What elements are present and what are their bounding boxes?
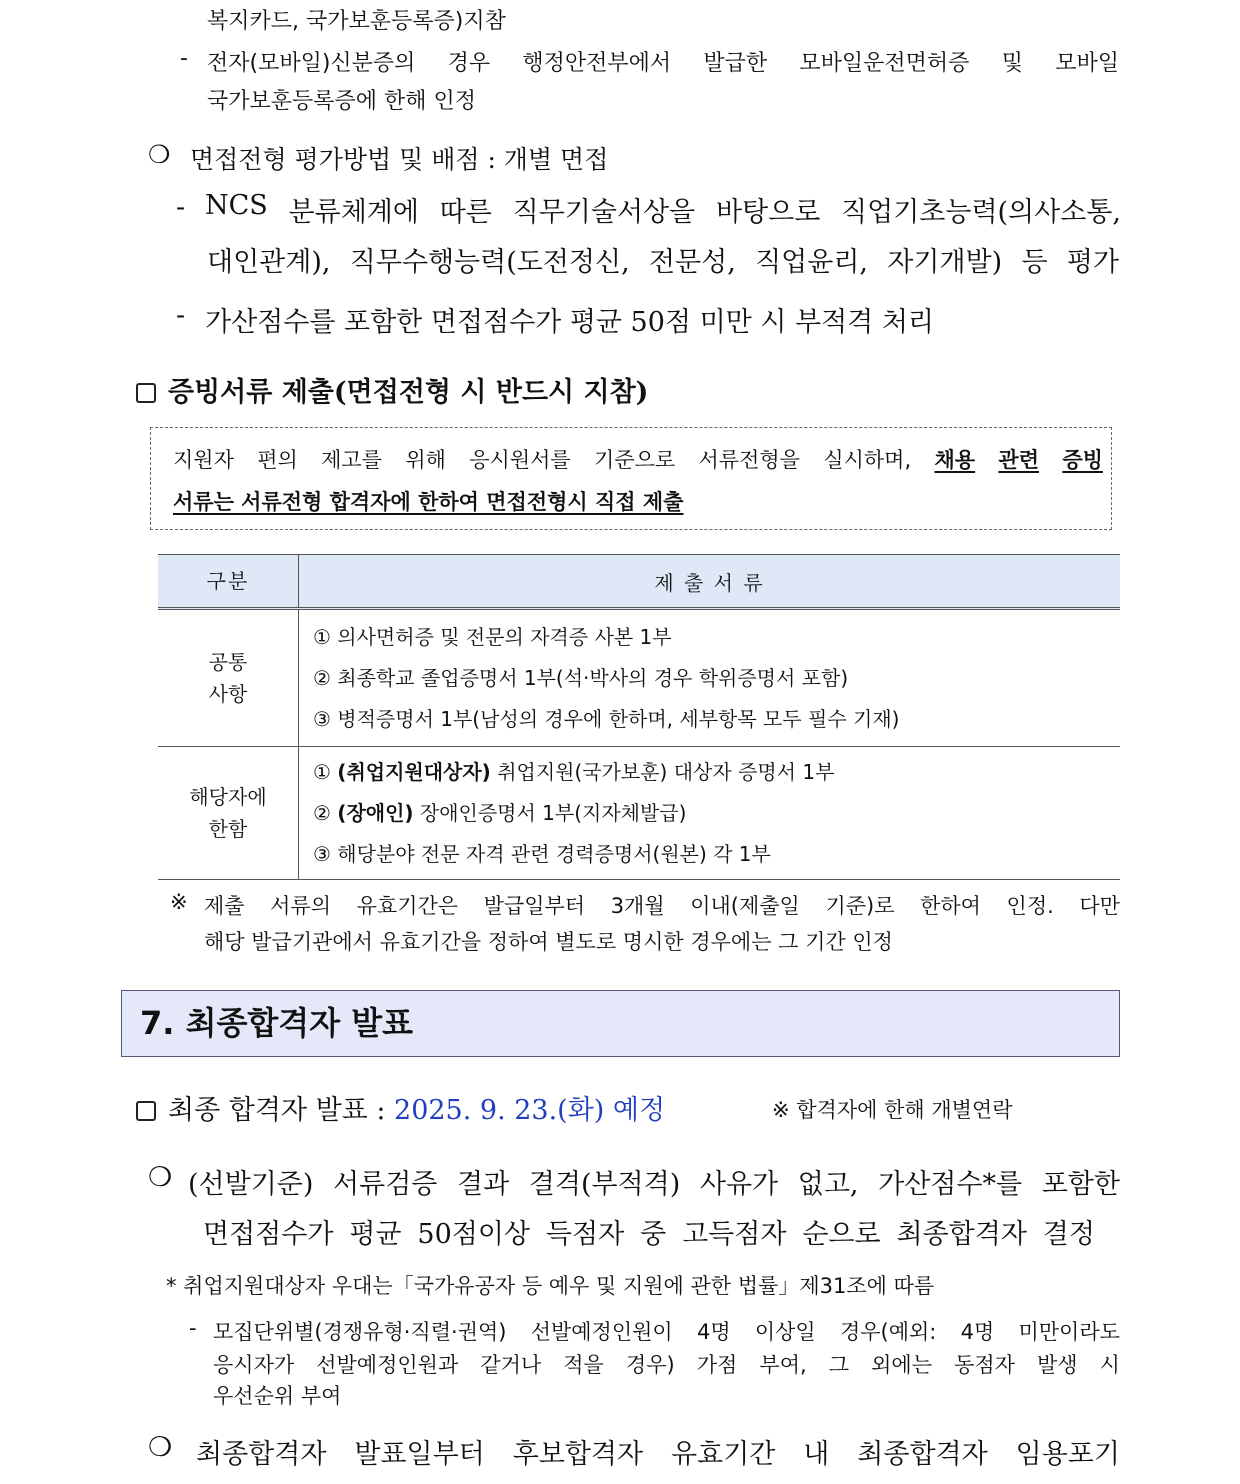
word: 득점자 [545,1219,625,1250]
notice-line2: 서류는 서류전형 합격자에 한하여 면접전형시 직접 제출 [173,490,684,514]
word: 없고, [797,1169,859,1200]
dash-marker: - [189,1316,197,1340]
word: 선발예정인원이 [530,1320,673,1344]
word: 직업윤리, [755,247,868,278]
word: 적을 [563,1353,604,1377]
item-target: (취업지원대상자) [337,759,491,784]
tiebreak-line3: 우선순위 부여 [213,1384,342,1408]
word: 4명 [696,1320,731,1344]
word: 모바일 [1055,51,1119,76]
interview-heading: 면접전형 평가방법 및 배점 : 개별 면접 [190,145,609,174]
word: 가산점수*를 [878,1169,1023,1200]
word: 제출 [204,894,245,918]
word: 따른 [439,197,492,228]
interview-item2: 가산점수를 포함한 면접점수가 평균 50점 미만 시 부적격 처리 [205,307,934,338]
checkbox-square-icon [136,383,156,403]
word: 가점 [696,1353,738,1377]
category-label: 사항 [208,682,248,706]
interview-item1-line2 [207,240,1119,279]
documents-notice-box [150,427,1112,530]
word: 전문성, [648,247,736,278]
word: 분류체계에 [288,197,419,228]
word: 내 [803,1439,830,1470]
word: 이내(제출일 [690,894,800,918]
word: 시 [1099,1353,1120,1377]
reference-mark: ※ [170,890,188,914]
documents-heading-text: 증빙서류 제출(면접전형 시 반드시 지참) [168,377,649,408]
bullet-circle: ❍ [148,1162,173,1193]
word: 경우(예외: [839,1320,937,1344]
mobile-id-line-cont: 국가보훈등록증에 한해 인정 [207,89,477,114]
table-row [158,609,1120,747]
word: 제고를 [321,448,382,472]
word: 한하여 [920,894,981,918]
word: 발표일부터 [354,1439,485,1470]
mobile-id-line [207,46,1119,77]
word: 발생 [1037,1353,1078,1377]
word: 편의 [257,448,298,472]
tiebreak-line2 [213,1349,1120,1379]
category-cell [158,609,299,747]
bullet-circle: ❍ [148,1432,173,1463]
document-item: ③ 병적증명서 1부(남성의 경우에 한하며, 세부항목 모두 필수 기재) [313,706,900,731]
word: 최종합격자 [196,1439,327,1470]
checkbox-square-icon [136,1101,156,1121]
word: (선발기준) [188,1169,314,1200]
dash-marker: - [176,192,186,223]
word: 행정안전부에서 [522,51,672,76]
notice-line1 [173,444,1103,474]
item-text: 장애인증명서 1부(지자체발급) [419,800,687,825]
emphasis-word: 증빙 [1062,448,1103,472]
criteria-line2 [203,1212,1095,1251]
document-item [313,834,1119,875]
word: 고득점자 [682,1219,787,1250]
word: 외에는 [871,1353,932,1377]
word: 바탕으로 [715,197,821,228]
word: 직업기초능력(의사소통, [841,197,1121,228]
word: 인정. [1006,894,1054,918]
word: 자기개발) [887,247,1003,278]
word: 경우) [625,1353,675,1377]
item-number: ② [313,800,331,825]
word: 최종합격자 [857,1439,988,1470]
star-footnote: * 취업지원대상자 우대는「국가유공자 등 예우 및 지원에 관한 법률」제31조에 따름 [166,1274,935,1298]
word: 4명 [960,1320,995,1344]
word: 기준)로 [825,894,895,918]
dash-marker: - [176,300,186,331]
table-header-documents: 제 출 서 류 [299,555,1121,609]
word: NCS [205,190,268,221]
word: 등 [1021,247,1048,278]
word: 유효기간 [671,1439,776,1470]
word: 미만이라도 [1018,1320,1120,1344]
word: 경우 [447,51,491,76]
item-text: 해당분야 전문 자격 관련 경력증명서(원본) 각 1부 [337,841,771,866]
section-title-bar [121,990,1120,1057]
word: 서류전형을 [698,448,800,472]
word: 응시원서를 [469,448,571,472]
announce-label: 최종 합격자 발표 : [168,1095,386,1126]
table-row [158,747,1120,880]
emphasis-word: 관련 [998,448,1039,472]
documents-cell [299,747,1121,880]
category-cell [158,747,299,880]
word: 결정 [1042,1219,1095,1250]
word: 위해 [405,448,446,472]
criteria-line1 [188,1162,1120,1201]
bullet-circle: ❍ [148,140,171,169]
word: 모바일운전면허증 [799,51,970,76]
section-title: 7. 최종합격자 발표 [140,1004,414,1042]
word: 사유가 [699,1169,779,1200]
word: 응시자가 [213,1353,295,1377]
word: 순으로 [802,1219,881,1250]
announce-date: 2025. 9. 23.(화) 예정 [394,1095,666,1126]
emphasis-word: 채용 [934,448,976,472]
category-label: 한함 [208,817,248,841]
footnote-line2: 해당 발급기관에서 유효기간을 정하여 별도로 명시한 경우에는 그 기간 인정 [204,930,893,954]
item-number: ③ [313,841,331,866]
word: 평가 [1066,247,1119,278]
word: 결과 [456,1169,510,1200]
documents-cell [299,609,1121,747]
word: 이상일 [754,1320,816,1344]
documents-heading [136,370,648,409]
word: 다만 [1079,894,1120,918]
id-card-text: 복지카드, 국가보훈등록증)지참 [207,9,506,34]
word: 전자(모바일)신분증의 [207,51,416,76]
word: 서류검증 [333,1169,438,1200]
word: 부여, [759,1353,807,1377]
word: 50점이상 [417,1219,531,1250]
interview-item1-line1 [205,190,1121,229]
word: 결격(부적격) [528,1169,681,1200]
document-item [313,793,1119,834]
item-target: (장애인) [337,800,414,825]
table-header-category: 구분 [158,555,299,609]
word: 그 [828,1353,850,1377]
word: 중 [640,1219,667,1250]
word: 최종합격자 [896,1219,1027,1250]
document-item: ② 최종학교 졸업증명서 1부(석·박사의 경우 학위증명서 포함) [313,665,849,690]
word: 선발예정인원과 [316,1353,459,1377]
word: 및 [1001,51,1023,76]
tiebreak-line1 [213,1316,1120,1346]
item-text: 취업지원(국가보훈) 대상자 증명서 1부 [497,759,835,784]
word: 평균 [349,1219,402,1250]
word: 직무기술서상을 [512,197,696,228]
category-label: 공통 [208,650,248,674]
word: 같거나 [480,1353,542,1377]
word: 유효기간은 [356,894,459,918]
item-number: ① [313,759,331,784]
announce-note: ※ 합격자에 한해 개별연락 [772,1098,1013,1122]
final-waiver-line [196,1432,1120,1471]
word: 동점자 [954,1353,1015,1377]
dash-marker: - [180,46,188,71]
word: 지원자 [173,448,234,472]
word: 기준으로 [594,448,676,472]
word: 후보합격자 [512,1439,644,1470]
word: 직무수행능력(도전정신, [349,247,630,278]
word: 발급일부터 [483,894,586,918]
word: 3개월 [610,894,665,918]
word: 서류의 [270,894,332,918]
category-label: 해당자에 [189,785,267,809]
documents-table [158,554,1120,880]
footnote-line1 [204,890,1120,920]
word: 임용포기 [1015,1439,1120,1470]
document-item: ① 의사면허증 및 전문의 자격증 사본 1부 [313,624,672,649]
word: 대인관계), [207,247,331,278]
word: 면접점수가 [203,1219,334,1250]
word: 모집단위별(경쟁유형·직렬·권역) [213,1320,507,1344]
word: 발급한 [703,51,768,76]
announce-line [136,1088,665,1127]
document-item [313,752,1119,793]
word: 포함한 [1041,1169,1120,1200]
word: 실시하며, [823,448,912,472]
